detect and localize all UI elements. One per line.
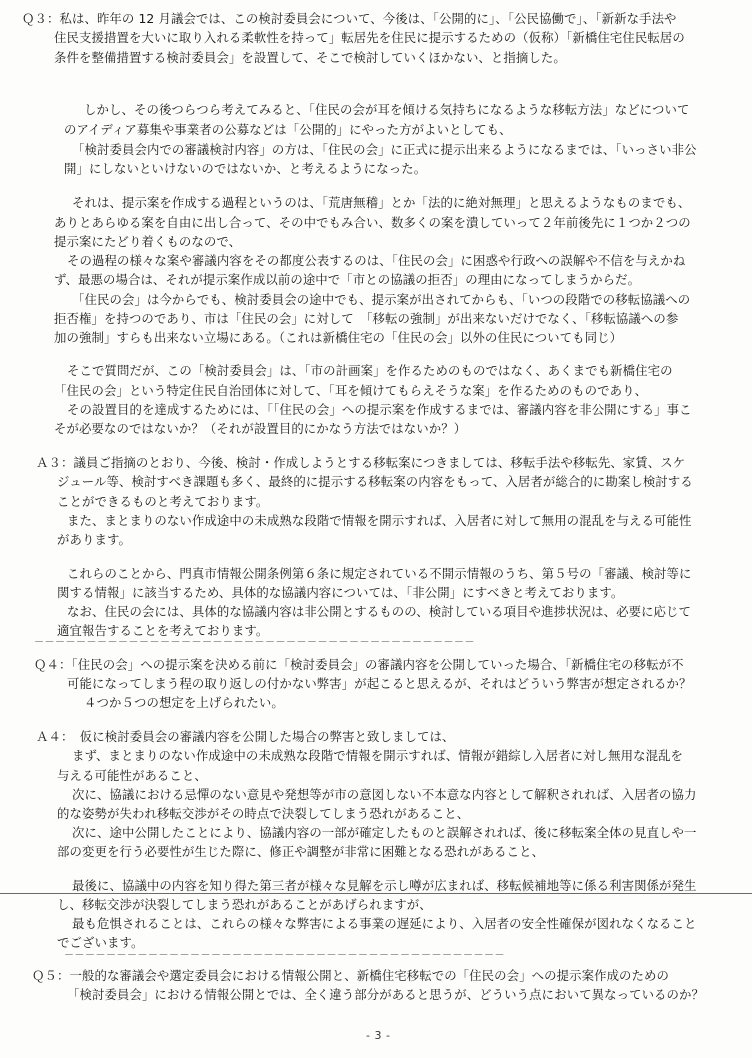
text-line: Ａ４： 仮に検討委員会の審議内容を公開した場合の弊害と致しましては、 (36, 729, 455, 744)
text-line: 「住民の会」は今からでも、検討委員会の途中でも、提示案が出されてからも、「いつの段階での移転協議への (72, 292, 691, 307)
text-line: 部の変更を行う必要性が生じた際に、修正や調整が非常に困難となる恐れがあること、 (57, 844, 545, 859)
text-line: でございます。 (57, 935, 144, 950)
text-line: Ｑ４：「住民の会」への提示案を決める前に「検討委員会」の審議内容を公開していった場合、「新橋住宅の移転が不 (34, 657, 684, 672)
page-number: - 3 - (366, 1029, 391, 1042)
text-line: その過程の様々な案や審議内容をその都度公表するのは、「住民の会」に困惑や行政への誤解や不信を与えかね (67, 253, 686, 268)
text-line: 加の強制」すらも出来ない立場にある。（これは新橋住宅の「住民の会」以外の住民についても同じ） (54, 330, 623, 345)
text-line: ４つか５つの想定を上げられたい。 (84, 695, 284, 710)
text-line: 「住民の会」という特定住民自治団体に対して、「耳を傾けてもらえそうな案」を作るためのものであり、 (54, 383, 648, 398)
text-line: そが必要なのではないか？（それが設置目的にかなう方法ではないか？） (54, 421, 467, 436)
text-line: 最後に、協議中の内容を知り得た第三者が様々な見解を示し噂が広まれば、移転候補地等に係る利害関係が発生 (72, 878, 697, 893)
text-line: 「検討委員会」における情報公開とでは、全く違う部分があると思うが、どういう点において異なっているのか？ (67, 987, 705, 1002)
text-line: 可能になってしまう程の取り返しの付かない弊害」が起こると思えるが、それはどういう弊害が想定されるか？ (67, 676, 692, 691)
text-line: Ａ３：議員ご指摘のとおり、今後、検討・作成しようとする移転案につきましては、移転手法や移転先、家賃、スケ (36, 455, 686, 470)
text-line: ジュール等、検討すべき課題も多く、最終的に提示する移転案の内容をもって、入居者が総合的に勘案し検討する (57, 474, 693, 489)
text-line: 的な姿勢が失われ移転交渉がその時点で決裂してしまう恐れがあること、 (57, 806, 470, 821)
text-line: その設置目的を達成するためには、「「住民の会」への提示案を作成するまでは、審議内容を非公開にする」事こ (67, 402, 692, 417)
text-line: Ｑ３：私は、昨年の 12 月議会では、この検討委員会について、今後は、「公開的に」、「公民協働で」、「新新な手法や (22, 11, 677, 26)
text-line: 最も危惧されることは、これらの様々な弊害による事業の遅延により、入居者の安全性確保が図れなくなること (72, 916, 697, 931)
text-line: 条件を整備措置する検討委員会」を設置して、そこで検討していくほかない、と指摘した。 (54, 50, 566, 65)
text-line: のアイディア募集や事業者の公募などは「公開的」にやった方がよいとしても、 (64, 122, 512, 137)
text-line: そこで質問だが、この「検討委員会」は、「市の計画案」を作るためのものではなく、あくまでも新橋住宅の (67, 363, 673, 378)
text-line: し、移転交渉が決裂してしまう恐れがあることがあげられますが、 (57, 897, 432, 912)
divider-line (0, 893, 752, 894)
text-line: なお、住民の会には、具体的な協議内容は非公開とするものの、検討している項目や進捗状況は、必要に応じて (67, 604, 692, 619)
text-line: これらのことから、門真市情報公開条例第６条に規定されている不開示情報のうち、第５号の「審議、検討等に (67, 566, 692, 581)
text-line: また、まとまりのない作成途中の未成熟な段階で情報を開示すれば、入居者に対して無用の混乱を与える可能性 (67, 513, 692, 528)
text-line: 住民支援措置を大いに取り入れる柔軟性を持って」転居先を住民に提示するための（仮称）「新橋住宅住民転居の (54, 30, 685, 45)
text-line: それは、提示案を作成する過程というのは、「荒唐無稽」とか「法的に絶対無理」と思えるようなものまでも、 (72, 195, 691, 210)
text-line: Ｑ５：一般的な審議会や選定委員会における情報公開と、新橋住宅移転での「住民の会」への提示案作成のための (32, 968, 670, 983)
separator-line: －－－－－－－－－－－－－－－－－－－－－－－－－－－－－－－－－－－－－－－－－－ (64, 950, 505, 961)
text-line: 「検討委員会内での審議検討内容」の方は、「住民の会」に正式に提示出来るようになるまでは、「いっさい非公 (72, 142, 697, 157)
text-line: 関する情報」に該当するため、具体的な協議内容については、「非公開」にすべきと考えております。 (57, 585, 624, 600)
text-line: まず、まとまりのない作成途中の未成熟な段階で情報を開示すれば、情報が錯綜し入居者に対し無用な混乱を (72, 748, 684, 763)
text-line: 提示案にたどり着くものなので、 (54, 234, 242, 249)
text-line: があります。 (57, 532, 131, 547)
text-line: ず、最悪の場合は、それが提示案作成以前の途中で「市との協議の拒否」の理由になってしまうからだ。 (54, 272, 641, 287)
text-line: 拒否権」を持つのであり、市は「住民の会」に対して 「移転の強制」が出来ないだけでなく、「移転協議への参 (54, 311, 679, 326)
text-line: ことができるものと考えております。 (57, 494, 269, 509)
separator-line: －－－－－－－－－－－－－－－－－－－－－－－－－－－－－－－－－－－－－－－－－－ (34, 637, 475, 648)
text-line: 開」にしないといけないのではないか、と考えるようになった。 (64, 161, 427, 176)
text-line: ありとあらゆる案を自由に出し合って、その中でもみ合い、数多くの案を潰していって２年前後先に１つか２つの (54, 215, 691, 230)
text-line: 次に、協議における忌憚のない意見や発想等が市の意図しない不本意な内容として解釈されれば、入居者の協力 (72, 787, 697, 802)
text-line: 与える可能性があること、 (57, 768, 207, 783)
text-line: 適宜報告することを考えております。 (57, 623, 269, 638)
text-line: しかし、その後つらつら考えてみると、「住民の会が耳を傾ける気持ちになるような移転方法」などについて (84, 102, 690, 117)
text-line: 次に、途中公開したことにより、協議内容の一部が確定したものと誤解されれば、後に移転案全体の見直しや一 (72, 825, 697, 840)
